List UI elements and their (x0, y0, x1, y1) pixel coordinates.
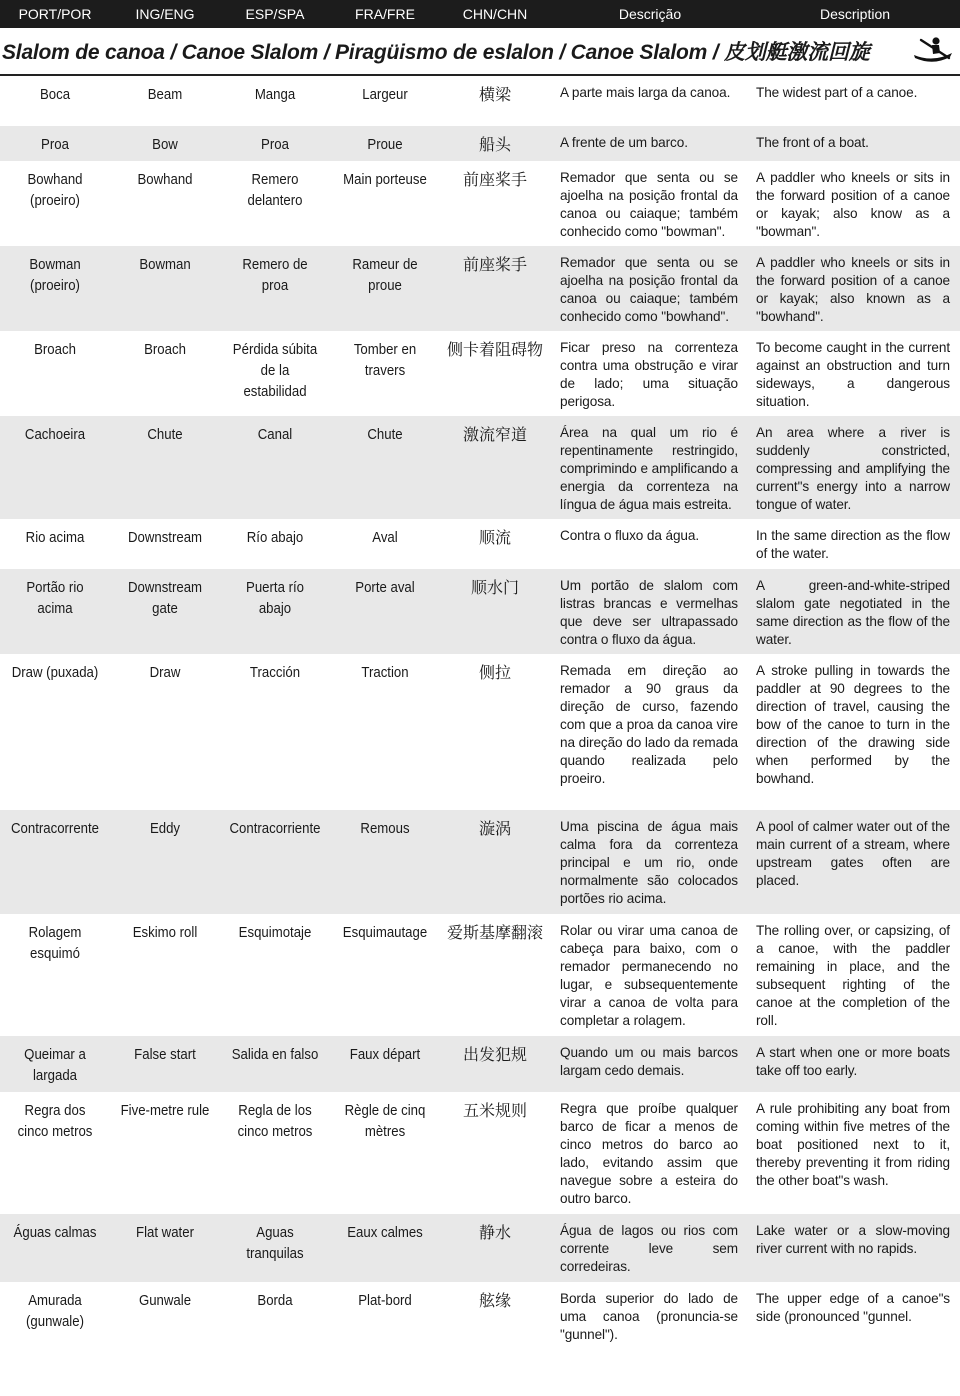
description-portuguese: Área na qual um rio é repentinamente restringido, comprimindo e amplificando a energia da correnteza na língua de água mais estreita. (560, 425, 738, 512)
section-title: Slalom de canoa / Canoe Slalom / Piragüismo de eslalon / Canoe Slalom / 皮划艇激流回旋 (2, 41, 870, 64)
term-portuguese: Amurada (gunwale) (26, 1292, 84, 1330)
description-english: An area where a river is suddenly constricted, compressing and amplifying the current"s energy into a narrow tongue of water. (756, 425, 950, 512)
column-header-descricao: Descrição (618, 6, 682, 22)
term-french: Faux départ (349, 1046, 421, 1063)
term-english: Eddy (149, 820, 181, 837)
term-french: Main porteuse (343, 171, 427, 188)
term-french: Plat-bord (358, 1292, 412, 1309)
table-row (0, 1214, 960, 1282)
description-english: The upper edge of a canoe"s side (pronounced "gunnel. (756, 1291, 950, 1324)
term-spanish: Tracción (249, 664, 301, 681)
term-french: Proue (367, 136, 403, 153)
column-header-bar (0, 0, 960, 28)
term-english: Five-metre rule (120, 1102, 210, 1119)
description-english: A paddler who kneels or sits in the forward position of a canoe or kayak; also know as a "bowman". (756, 170, 950, 239)
term-spanish: Proa (261, 136, 289, 153)
term-portuguese: Bowhand (proeiro) (27, 171, 83, 209)
term-portuguese: Portão rio acima (26, 579, 84, 617)
description-english: To become caught in the current against an obstruction and turn sideways, a dangerous situation. (756, 340, 950, 409)
description-english: A paddler who kneels or sits in the forward position of a canoe or kayak; also known as a "bowhand". (756, 255, 950, 324)
term-chinese: 舷缘 (478, 1291, 511, 1310)
term-english: Broach (144, 341, 186, 358)
description-english: A pool of calmer water out of the main current of a stream, where upstream gates often are placed. (756, 819, 950, 888)
term-spanish: Aguas tranquilas (246, 1224, 304, 1262)
description-english: A start when one or more boats take off too early. (756, 1045, 950, 1078)
description-portuguese: Quando um ou mais barcos largam cedo demais. (560, 1045, 738, 1078)
description-english: A green-and-white-striped slalom gate negotiated in the same direction as the flow of the water. (756, 578, 950, 647)
column-header-por: PORT/POR (18, 6, 92, 22)
description-portuguese: A frente de um barco. (560, 135, 688, 150)
column-header-description: Description (819, 6, 891, 22)
term-spanish: Borda (257, 1292, 293, 1309)
column-header-spa: ESP/SPA (245, 6, 305, 22)
term-chinese: 爱斯基摩翻滚 (446, 923, 543, 942)
table-row (0, 246, 960, 331)
table-row (0, 810, 960, 914)
table-row (0, 126, 960, 161)
term-portuguese: Rio acima (25, 529, 85, 546)
description-portuguese: Ficar preso na correnteza contra uma obstrução e virar de lado; uma situação perigosa. (560, 340, 738, 409)
term-chinese: 侧卡着阻碍物 (446, 340, 543, 359)
description-portuguese: Remador que senta ou se ajoelha na posição frontal da canoa ou caiaque; também conhecido como "bowman". (560, 170, 738, 239)
description-portuguese: Regra que proíbe qualquer barco de ficar a menos de cinco metros do barco ao lado, evitando assim que navegue sobre a esteira do outro barco. (560, 1101, 738, 1206)
description-english: The front of a boat. (756, 135, 869, 150)
term-spanish: Esquimotaje (238, 924, 312, 941)
table-row (0, 654, 960, 810)
table-row (0, 1092, 960, 1214)
term-french: Esquimautage (342, 924, 428, 941)
term-portuguese: Contracorrente (10, 820, 100, 837)
term-english: Downstream gate (127, 579, 203, 617)
term-chinese: 五米规则 (462, 1101, 527, 1120)
term-portuguese: Rolagem esquimó (28, 924, 82, 962)
description-english: A stroke pulling in towards the paddler at 90 degrees to the direction of travel, causing the bow of the canoe to turn in the direction of the drawing side when performed by the bowhand. (756, 663, 950, 786)
term-portuguese: Cachoeira (24, 426, 86, 443)
column-header-fra: FRA/FRE (355, 6, 415, 22)
term-english: Gunwale (138, 1292, 192, 1309)
term-spanish: Manga (254, 86, 296, 103)
table-row (0, 914, 960, 1036)
term-spanish: Pérdida súbita de la estabilidad (232, 341, 318, 400)
column-header-chn: CHN/CHN (462, 6, 528, 22)
term-chinese: 顺流 (478, 528, 511, 547)
description-portuguese: A parte mais larga da canoa. (560, 85, 731, 100)
term-spanish: Puerta río abajo (246, 579, 304, 617)
description-portuguese: Remador que senta ou se ajoelha na posição frontal da canoa ou caiaque; também conhecido como "bowhand". (560, 255, 738, 324)
term-chinese: 静水 (478, 1223, 511, 1242)
table-row (0, 331, 960, 416)
term-portuguese: Regra dos cinco metros (17, 1102, 93, 1140)
term-french: Tomber en travers (353, 341, 417, 379)
term-portuguese: Boca (39, 86, 71, 103)
term-portuguese: Queimar a largada (24, 1046, 86, 1084)
description-english: Lake water or a slow-moving river current with no rapids. (756, 1223, 950, 1256)
term-chinese: 出发犯规 (462, 1045, 527, 1064)
term-spanish: Regla de los cinco metros (237, 1102, 313, 1140)
term-french: Aval (372, 529, 398, 546)
description-english: The rolling over, or capsizing, of a canoe, with the paddler remaining in place, and the subsequent righting of the canoe at the completion of the roll. (756, 923, 950, 1028)
term-french: Règle de cinq mètres (344, 1102, 426, 1140)
term-portuguese: Draw (puxada) (11, 664, 99, 681)
term-spanish: Remero delantero (247, 171, 303, 209)
term-french: Traction (361, 664, 409, 681)
table-row (0, 161, 960, 246)
term-portuguese: Bowman (proeiro) (29, 256, 81, 294)
description-portuguese: Contra o fluxo da água. (560, 528, 700, 543)
description-portuguese: Rolar ou virar uma canoa de cabeça para baixo, com o remador permanecendo no lugar, e subsequentemente virar a canoa de volta para completar a rolagem. (560, 923, 738, 1028)
term-french: Largeur (362, 86, 408, 103)
term-english: Eskimo roll (132, 924, 198, 941)
term-spanish: Contracorriente (229, 820, 321, 837)
term-english: Draw (149, 664, 181, 681)
term-french: Porte aval (355, 579, 415, 596)
description-portuguese: Uma piscina de água mais calma fora da correnteza principal e um rio, onde normalmente são colocados portões rio acima. (560, 819, 738, 906)
term-english: Beam (147, 86, 183, 103)
description-english: In the same direction as the flow of the water. (756, 528, 950, 561)
section-title-row (0, 28, 960, 76)
term-spanish: Río abajo (246, 529, 304, 546)
term-english: Bowhand (137, 171, 193, 188)
table-row (0, 1282, 960, 1358)
description-portuguese: Borda superior do lado de uma canoa (pronuncia-se "gunnel"). (560, 1291, 738, 1342)
term-chinese: 横梁 (478, 85, 511, 104)
glossary-table (0, 76, 960, 1358)
description-portuguese: Um portão de slalom com listras brancas e vermelhas que deve ser ultrapassado contra o fluxo da água. (560, 578, 738, 647)
description-english: The widest part of a canoe. (756, 85, 918, 100)
term-french: Remous (360, 820, 410, 837)
description-portuguese: Remada em direção ao remador a 90 graus da direção de curso, fazendo com que a proa da canoa vire na direção do lado da remada quando realizada pelo proeiro. (560, 663, 738, 786)
term-french: Chute (367, 426, 403, 443)
term-spanish: Salida en falso (231, 1046, 319, 1063)
term-spanish: Canal (257, 426, 293, 443)
term-english: Flat water (136, 1224, 194, 1241)
term-chinese: 漩涡 (478, 819, 511, 838)
term-french: Eaux calmes (347, 1224, 423, 1241)
term-portuguese: Águas calmas (13, 1224, 97, 1241)
term-english: Bow (152, 136, 178, 153)
term-english: Downstream (127, 529, 203, 546)
table-row (0, 569, 960, 654)
term-portuguese: Broach (34, 341, 76, 358)
term-chinese: 船头 (478, 135, 511, 154)
term-english: Chute (147, 426, 183, 443)
table-row (0, 416, 960, 519)
term-chinese: 顺水门 (470, 578, 519, 597)
description-portuguese: Água de lagos ou rios com corrente leve sem corredeiras. (560, 1223, 738, 1274)
table-row (0, 76, 960, 126)
table-row (0, 1036, 960, 1092)
term-french: Rameur de proue (352, 256, 418, 294)
description-english: A rule prohibiting any boat from coming within five metres of the boat positioned next to it, thereby preventing it from riding the other boat"s wash. (756, 1101, 950, 1188)
term-portuguese: Proa (41, 136, 69, 153)
term-english: Bowman (139, 256, 191, 273)
canoe-slalom-pictogram-icon (912, 36, 954, 66)
term-chinese: 激流窄道 (462, 425, 527, 444)
term-spanish: Remero de proa (242, 256, 308, 294)
term-chinese: 前座桨手 (462, 170, 527, 189)
column-header-eng: ING/ENG (135, 6, 195, 22)
term-english: False start (134, 1046, 196, 1063)
term-chinese: 前座桨手 (462, 255, 527, 274)
table-row (0, 519, 960, 569)
term-chinese: 侧拉 (478, 663, 511, 682)
